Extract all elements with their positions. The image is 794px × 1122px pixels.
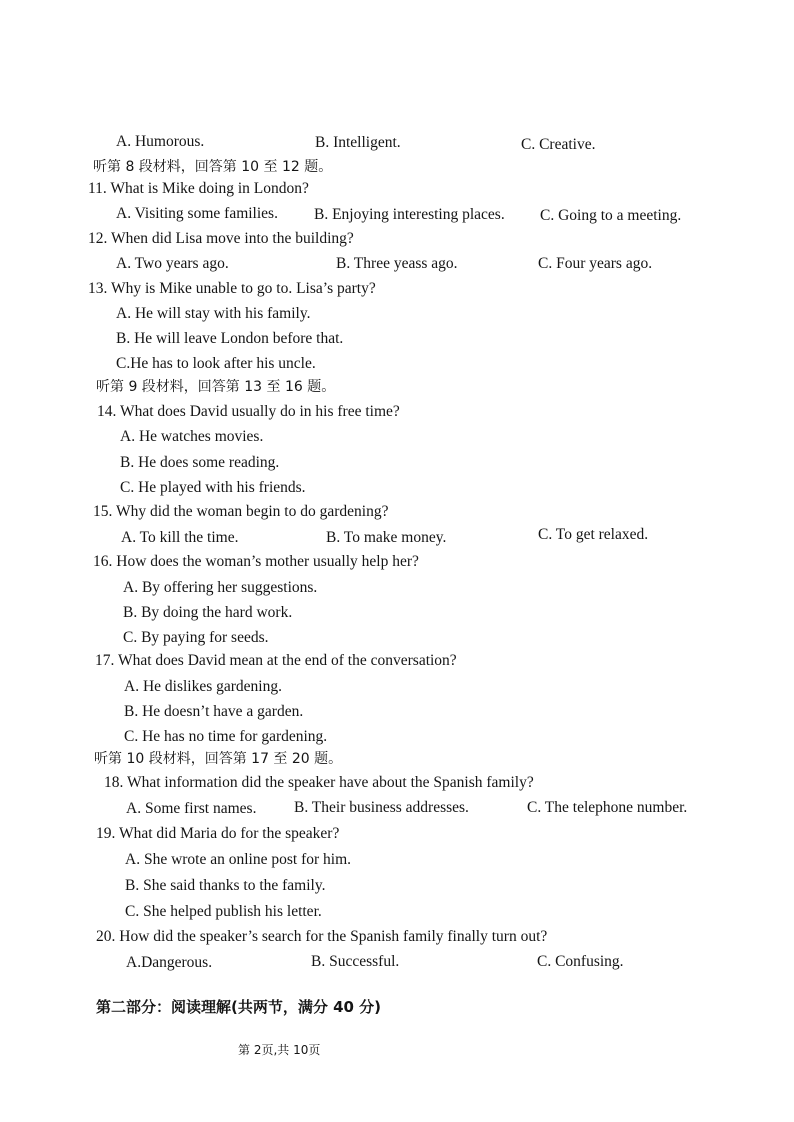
q14-option-c: C. He played with his friends. xyxy=(120,479,306,496)
q13-question: 13. Why is Mike unable to go to. Lisa’s party? xyxy=(88,280,376,297)
q9-option-c: C. Creative. xyxy=(521,136,596,153)
q20-option-c: C. Confusing. xyxy=(537,953,624,970)
q13-option-b: B. He will leave London before that. xyxy=(116,330,344,347)
q17-option-b: B. He doesn’t have a garden. xyxy=(124,703,304,720)
q9-option-a: A. Humorous. xyxy=(116,133,205,150)
q11-option-b: B. Enjoying interesting places. xyxy=(314,206,505,223)
q15-option-a: A. To kill the time. xyxy=(121,529,239,546)
q14-question: 14. What does David usually do in his free time? xyxy=(97,403,400,420)
q13-option-c: C.He has to look after his uncle. xyxy=(116,355,316,372)
q19-option-c: C. She helped publish his letter. xyxy=(125,903,322,920)
q12-option-a: A. Two years ago. xyxy=(116,255,229,272)
q12-option-b: B. Three yeass ago. xyxy=(336,255,458,272)
q19-question: 19. What did Maria do for the speaker? xyxy=(96,825,340,842)
q12-option-c: C. Four years ago. xyxy=(538,255,653,272)
q16-option-c: C. By paying for seeds. xyxy=(123,629,269,646)
page-number-footer: 第 2页,共 10页 xyxy=(238,1043,321,1057)
q18-question: 18. What information did the speaker have about the Spanish family? xyxy=(104,774,534,791)
q17-question: 17. What does David mean at the end of the conversation? xyxy=(95,652,457,669)
q19-option-a: A. She wrote an online post for him. xyxy=(125,851,352,868)
q16-question: 16. How does the woman’s mother usually help her? xyxy=(93,553,419,570)
q11-option-c: C. Going to a meeting. xyxy=(540,207,682,224)
q20-option-b: B. Successful. xyxy=(311,953,400,970)
section10-intro: 听第 10 段材料，回答第 17 至 20 题。 xyxy=(94,751,343,767)
q17-option-c: C. He has no time for gardening. xyxy=(124,728,328,745)
q14-option-b: B. He does some reading. xyxy=(120,454,280,471)
q15-option-b: B. To make money. xyxy=(326,529,447,546)
q11-question: 11. What is Mike doing in London? xyxy=(88,180,309,197)
q19-option-b: B. She said thanks to the family. xyxy=(125,877,326,894)
q12-question: 12. When did Lisa move into the building? xyxy=(88,230,354,247)
q15-question: 15. Why did the woman begin to do gardening? xyxy=(93,503,389,520)
q16-option-a: A. By offering her suggestions. xyxy=(123,579,318,596)
q15-option-c: C. To get relaxed. xyxy=(538,526,649,543)
section9-intro: 听第 9 段材料，回答第 13 至 16 题。 xyxy=(96,379,336,395)
section8-intro: 听第 8 段材料，回答第 10 至 12 题。 xyxy=(93,159,333,175)
q20-question: 20. How did the speaker’s search for the Spanish family finally turn out? xyxy=(96,928,548,945)
q9-option-b: B. Intelligent. xyxy=(315,134,401,151)
part2-heading: 第二部分：阅读理解(共两节，满分 40 分) xyxy=(96,998,382,1016)
q20-option-a: A.Dangerous. xyxy=(126,954,213,971)
q18-option-b: B. Their business addresses. xyxy=(294,799,469,816)
q17-option-a: A. He dislikes gardening. xyxy=(124,678,282,695)
q13-option-a: A. He will stay with his family. xyxy=(116,305,311,322)
q18-option-a: A. Some first names. xyxy=(126,800,257,817)
q16-option-b: B. By doing the hard work. xyxy=(123,604,293,621)
q11-option-a: A. Visiting some families. xyxy=(116,205,278,222)
q14-option-a: A. He watches movies. xyxy=(120,428,264,445)
q18-option-c: C. The telephone number. xyxy=(527,799,688,816)
